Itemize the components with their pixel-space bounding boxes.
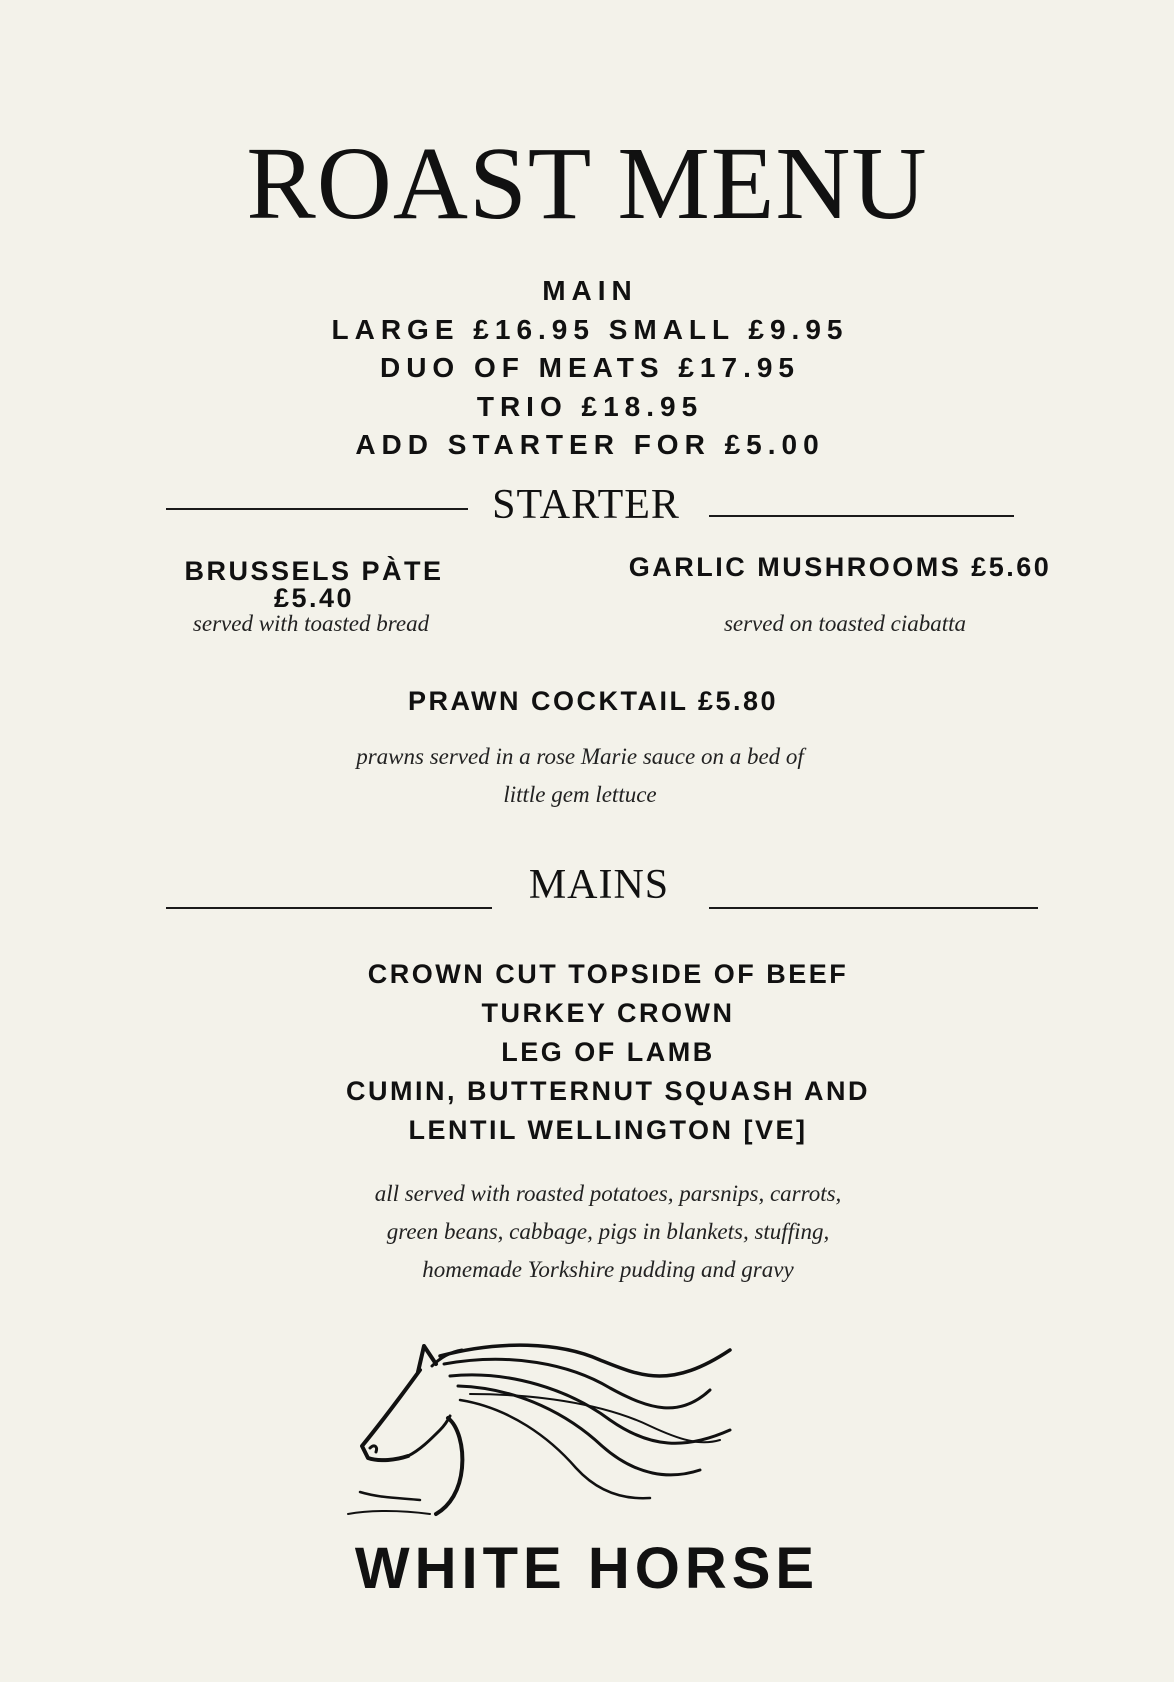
mains-list xyxy=(208,955,1008,1150)
brand-name: WHITE HORSE xyxy=(354,1536,820,1601)
mains-desc: all served with roasted potatoes, parsnips, carrots, green beans, cabbage, pigs in blankets, stuffing, homemade Yorkshire pudding and gravy xyxy=(374,1181,842,1282)
starter-item-name: BRUSSELS PÀTE £5.40 xyxy=(184,556,444,613)
starter-item-name: GARLIC MUSHROOMS £5.60 xyxy=(628,552,1052,582)
mains-item: TURKEY CROWN xyxy=(481,998,735,1028)
divider-rule xyxy=(709,907,1038,909)
pricing-line: ADD STARTER FOR £5.00 xyxy=(355,429,825,460)
pricing-line: TRIO £18.95 xyxy=(476,390,704,422)
mains-item: LEG OF LAMB xyxy=(501,1037,715,1067)
mains-item: LENTIL WELLINGTON [VE] xyxy=(408,1115,808,1145)
horse-logo-icon xyxy=(340,1330,790,1520)
menu-title: ROAST MENU xyxy=(246,126,928,241)
starter-item-desc: prawns served in a rose Marie sauce on a bed of little gem lettuce xyxy=(356,744,804,807)
divider-rule xyxy=(166,907,492,909)
pricing-block xyxy=(0,272,1174,465)
starter-item-desc: served on toasted ciabatta xyxy=(723,611,967,636)
starter-item-desc: served with toasted bread xyxy=(192,611,430,636)
pricing-line: LARGE £16.95 SMALL £9.95 xyxy=(331,313,849,345)
divider-rule xyxy=(709,515,1014,517)
pricing-heading: MAIN xyxy=(542,275,638,306)
mains-heading: MAINS xyxy=(528,862,670,908)
pricing-line: DUO OF MEATS £17.95 xyxy=(379,352,800,383)
starter-item-name: PRAWN COCKTAIL £5.80 xyxy=(407,686,779,716)
mains-item: CUMIN, BUTTERNUT SQUASH AND xyxy=(346,1076,870,1106)
divider-rule xyxy=(166,508,468,510)
starter-heading: STARTER xyxy=(492,482,680,528)
mains-item: CROWN CUT TOPSIDE OF BEEF xyxy=(367,959,849,989)
